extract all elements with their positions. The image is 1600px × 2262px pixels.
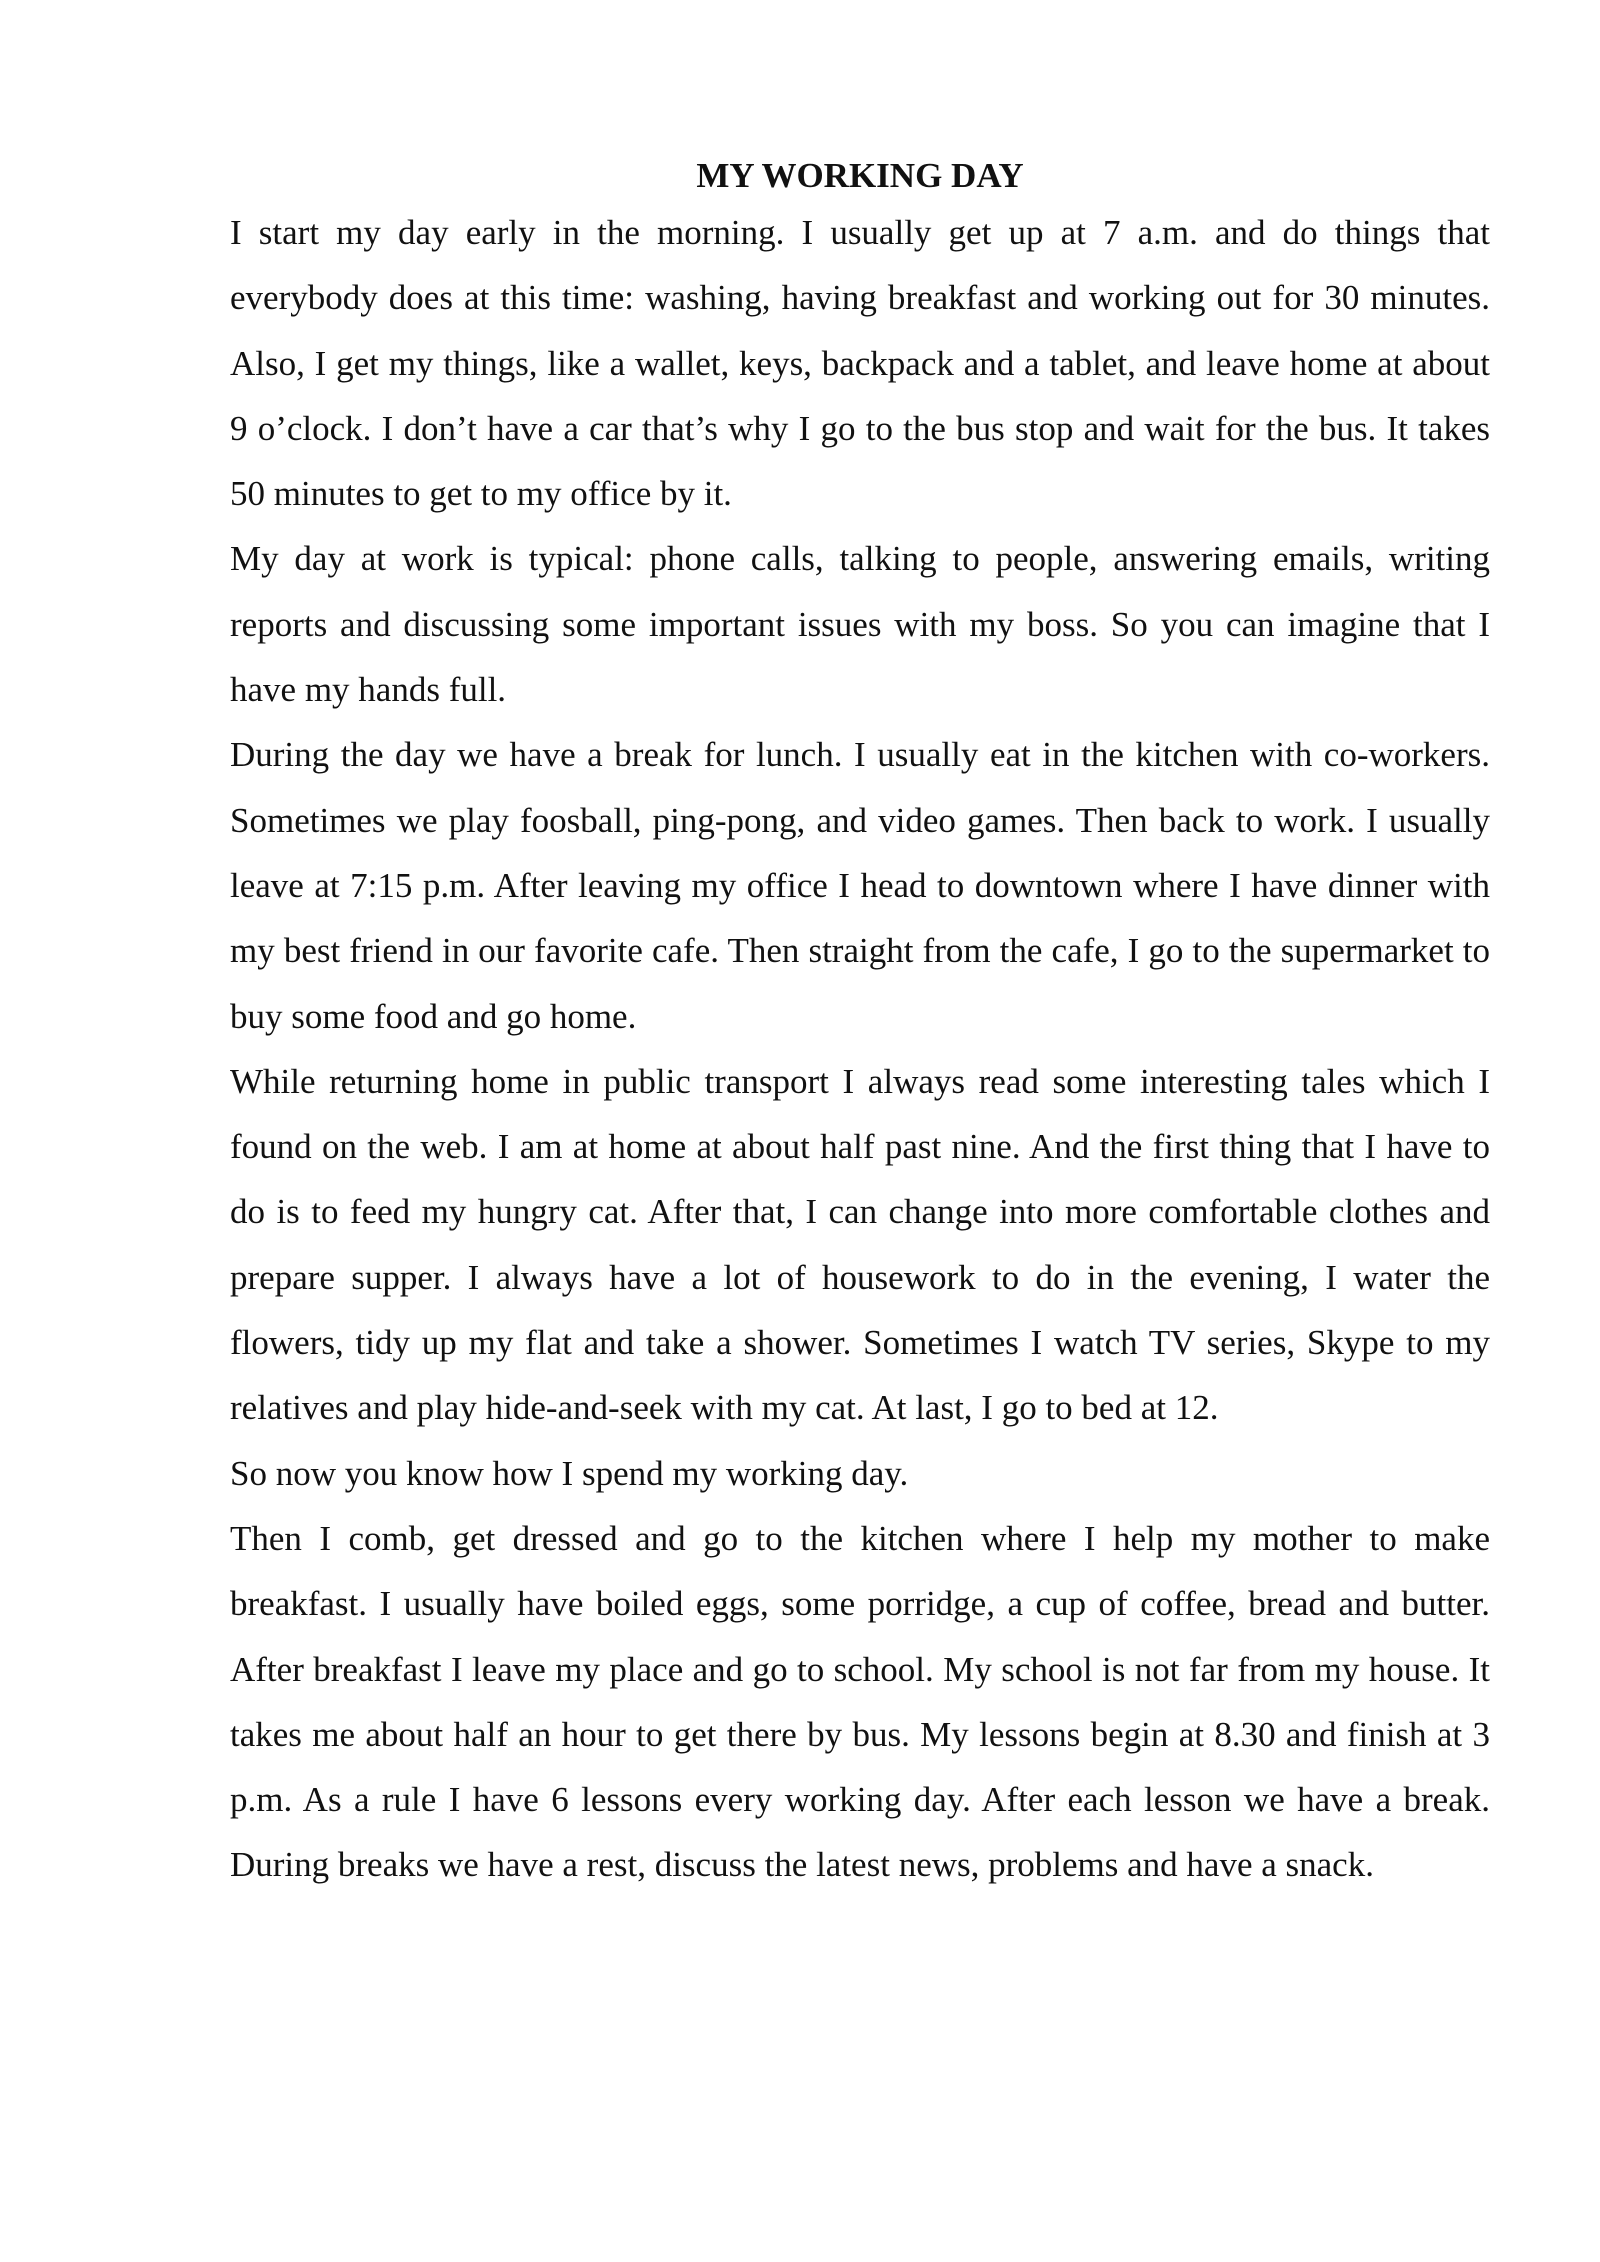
paragraph-summary: So now you know how I spend my working day. [230,1453,909,1493]
paragraph-evening: While returning home in public transport I always read some interesting tales which I found on the web. I am at home at about half past nine. And the first thing that I have to do is to feed my hungry cat. After that, I can change into more comfortable clothes and prepare supper. I always have a lot of housework to do in the evening, I water the flowers, tidy up my flat and take a shower. Sometimes I watch TV series, Skype to my relatives and play hide-and-seek with my cat. At last, I go to bed at 12. [230,1061,1490,1428]
document-title: MY WORKING DAY [696,156,1024,195]
document-body [230,152,1490,1898]
paragraph-lunch: During the day we have a break for lunch. I usually eat in the kitchen with co-workers. Sometimes we play foosball, ping-pong, and video games. Then back to work. I usually leave at 7:15 p.m. After leaving my office I head to downtown where I have dinner with my best friend in our favorite cafe. Then straight from the cafe, I go to the supermarket to buy some food and go home. [230,735,1490,1036]
paragraph-morning: I start my day early in the morning. I usually get up at 7 a.m. and do things that everybody does at this time: washing, having breakfast and working out for 30 minutes. Also, I get my things, like a wallet, keys, backpack and a tablet, and leave home at about 9 o’clock. I don’t have a car that’s why I go to the bus stop and wait for the bus. It takes 50 minutes to get to my office by it. [230,213,1490,514]
paragraph-work: My day at work is typical: phone calls, talking to people, answering emails, writing reports and discussing some important issues with my boss. So you can imagine that I have my hands full. [230,539,1490,710]
paragraph-school: Then I comb, get dressed and go to the kitchen where I help my mother to make breakfast. I usually have boiled eggs, some porridge, a cup of coffee, bread and butter. After breakfast I leave my place and go to school. My school is not far from my house. It takes me about half an hour to get there by bus. My lessons begin at 8.30 and finish at 3 p.m. As a rule I have 6 lessons every working day. After each lesson we have a break. During breaks we have a rest, discuss the latest news, problems and have a snack. [230,1518,1490,1885]
